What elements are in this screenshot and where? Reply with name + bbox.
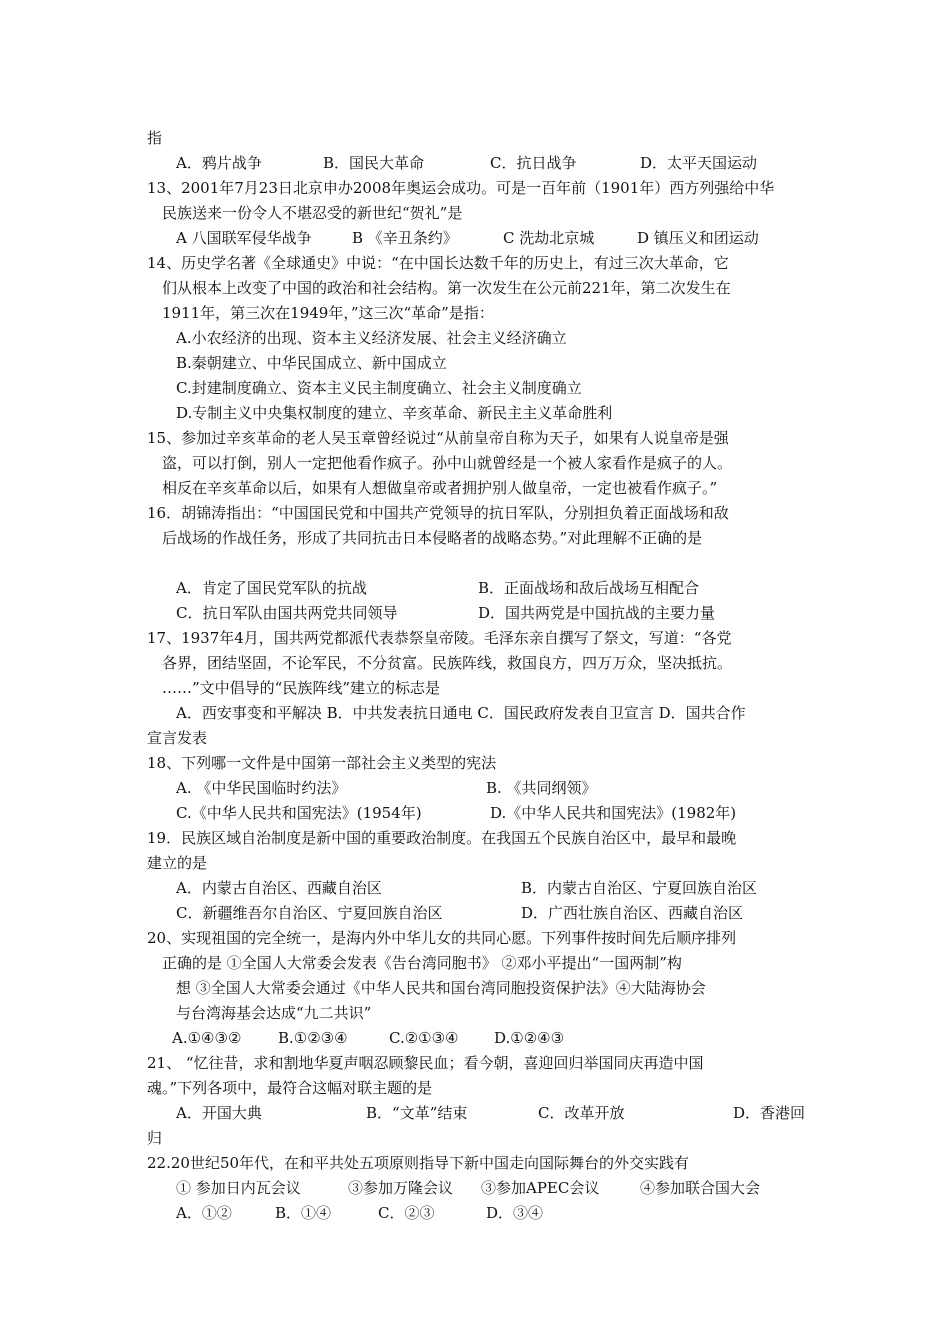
q18-line-1: 18、下列哪一文件是中国第一部社会主义类型的宪法: [147, 754, 497, 772]
q22-item-1: ① 参加日内瓦会议: [176, 1179, 301, 1197]
q15-line-3: 相反在辛亥革命以后，如果有人想做皇帝或者拥护别人做皇帝，一定也被看作疯子。”: [162, 479, 718, 497]
q12-option-a: A．鸦片战争: [176, 154, 262, 172]
q12-option-b: B．国民大革命: [323, 154, 425, 172]
q13-line-2: 民族送来一份令人不堪忍受的新世纪“贺礼”是: [162, 204, 463, 222]
q17-line-3: ……”文中倡导的“民族阵线”建立的标志是: [162, 679, 441, 697]
q14-option-d: D.专制主义中央集权制度的建立、辛亥革命、新民主主义革命胜利: [176, 404, 613, 422]
q17-line-1: 17、1937年4月，国共两党都派代表恭祭皇帝陵。毛泽东亲自撰写了祭文，写道：“各党: [147, 629, 732, 647]
q14-option-c: C.封建制度确立、资本主义民主制度确立、社会主义制度确立: [176, 379, 582, 397]
q22-item-4: ④参加联合国大会: [640, 1179, 761, 1197]
q12-option-c: C．抗日战争: [490, 154, 577, 172]
q15-line-1: 15、参加过辛亥革命的老人吴玉章曾经说过“从前皇帝自称为天子，如果有人说皇帝是强: [147, 429, 729, 447]
q16-option-c: C．抗日军队由国共两党共同领导: [176, 604, 398, 622]
q14-line-2: 们从根本上改变了中国的政治和社会结构。第一次发生在公元前221年，第二次发生在: [162, 279, 731, 297]
q18-option-a: A. 《中华民国临时约法》: [176, 779, 347, 797]
q22-option-d: D．③④: [486, 1204, 544, 1222]
q20-line-2: 正确的是 ①全国人大常委会发表《告台湾同胞书》 ②邓小平提出“一国两制”构: [162, 954, 682, 972]
q22-option-c: C．②③: [378, 1204, 435, 1222]
q20-line-4: 与台湾海基会达成“九二共识”: [176, 1004, 372, 1022]
q17-options: A．西安事变和平解决 B．中共发表抗日通电 C．国民政府发表自卫宣言 D．国共合作: [176, 704, 746, 722]
q14-option-b: B.秦朝建立、中华民国成立、新中国成立: [176, 354, 447, 372]
q21-option-a: A．开国大典: [176, 1104, 262, 1122]
q19-option-d: D．广西壮族自治区、西藏自治区: [521, 904, 744, 922]
q22-option-b: B．①④: [275, 1204, 332, 1222]
q19-option-b: B．内蒙古自治区、宁夏回族自治区: [521, 879, 758, 897]
q21-tail: 归: [147, 1129, 163, 1147]
q15-line-2: 盗，可以打倒，别人一定把他看作疯子。孙中山就曾经是一个被人家看作是疯子的人。: [162, 454, 733, 472]
q20-option-b: B.①②③④: [278, 1029, 348, 1047]
q19-option-c: C．新疆维吾尔自治区、宁夏回族自治区: [176, 904, 443, 922]
q20-line-1: 20、实现祖国的完全统一，是海内外中华儿女的共同心愿。下列事件按时间先后顺序排列: [147, 929, 737, 947]
q18-option-d: D.《中华人民共和国宪法》(1982年): [490, 804, 737, 822]
q14-option-a: A.小农经济的出现、资本主义经济发展、社会主义经济确立: [176, 329, 567, 347]
q14-line-3: 1911年，第三次在1949年，”这三次“革命”是指：: [162, 304, 494, 322]
q19-line-1: 19．民族区域自治制度是新中国的重要政治制度。在我国五个民族自治区中，最早和最晚: [147, 829, 737, 847]
q16-line-2: 后战场的作战任务，形成了共同抗击日本侵略者的战略态势。”对此理解不正确的是: [162, 529, 703, 547]
q20-option-c: C.②①③④: [389, 1029, 459, 1047]
q19-option-a: A．内蒙古自治区、西藏自治区: [176, 879, 382, 897]
q17-options-cont: 宣言发表: [147, 729, 208, 747]
q18-option-b: B. 《共同纲领》: [486, 779, 597, 797]
q22-item-3: ③参加APEC会议: [481, 1179, 600, 1197]
q21-line-2: 魂。”下列各项中，最符合这幅对联主题的是: [147, 1079, 433, 1097]
q13-option-b: B 《辛丑条约》: [352, 229, 458, 247]
q13-option-c: C 洗劫北京城: [503, 229, 595, 247]
q13-line-1: 13、2001年7月23日北京申办2008年奥运会成功。可是一百年前（1901年）西方列强给中华: [147, 179, 775, 197]
q18-option-c: C.《中华人民共和国宪法》(1954年): [176, 804, 422, 822]
q21-line-1: 21、 “忆往昔，求和割地华夏声咽忍顾黎民血；看今朝，喜迎回归举国同庆再造中国: [147, 1054, 704, 1072]
q20-option-d: D.①②④③: [494, 1029, 565, 1047]
q20-option-a: A.①④③②: [172, 1029, 242, 1047]
q12-option-d: D．太平天国运动: [640, 154, 758, 172]
q16-line-1: 16．胡锦涛指出：“中国国民党和中国共产党领导的抗日军队，分别担负着正面战场和敌: [147, 504, 729, 522]
q16-option-b: B．正面战场和敌后战场互相配合: [478, 579, 700, 597]
q21-option-b: B．“文革”结束: [366, 1104, 468, 1122]
q19-line-2: 建立的是: [147, 854, 208, 872]
q12-tail: 指: [147, 129, 163, 147]
q22-line-1: 22.20世纪50年代，在和平共处五项原则指导下新中国走向国际舞台的外交实践有: [147, 1154, 690, 1172]
q13-option-d: D 镇压义和团运动: [637, 229, 759, 247]
q14-line-1: 14、历史学名著《全球通史》中说：“在中国长达数千年的历史上，有过三次大革命，它: [147, 254, 729, 272]
q21-option-c: C．改革开放: [538, 1104, 625, 1122]
q16-option-d: D．国共两党是中国抗战的主要力量: [478, 604, 716, 622]
q16-option-a: A．肯定了国民党军队的抗战: [176, 579, 367, 597]
q20-line-3: 想 ③全国人大常委会通过《中华人民共和国台湾同胞投资保护法》④大陆海协会: [176, 979, 706, 997]
q22-item-2: ③参加万隆会议: [348, 1179, 454, 1197]
q13-option-a: A 八国联军侵华战争: [176, 229, 312, 247]
q21-option-d: D．香港回: [733, 1104, 806, 1122]
q22-option-a: A．①②: [176, 1204, 232, 1222]
q17-line-2: 各界，团结坚固，不论军民，不分贫富。民族阵线，救国良方，四万万众，坚决抵抗。: [162, 654, 733, 672]
